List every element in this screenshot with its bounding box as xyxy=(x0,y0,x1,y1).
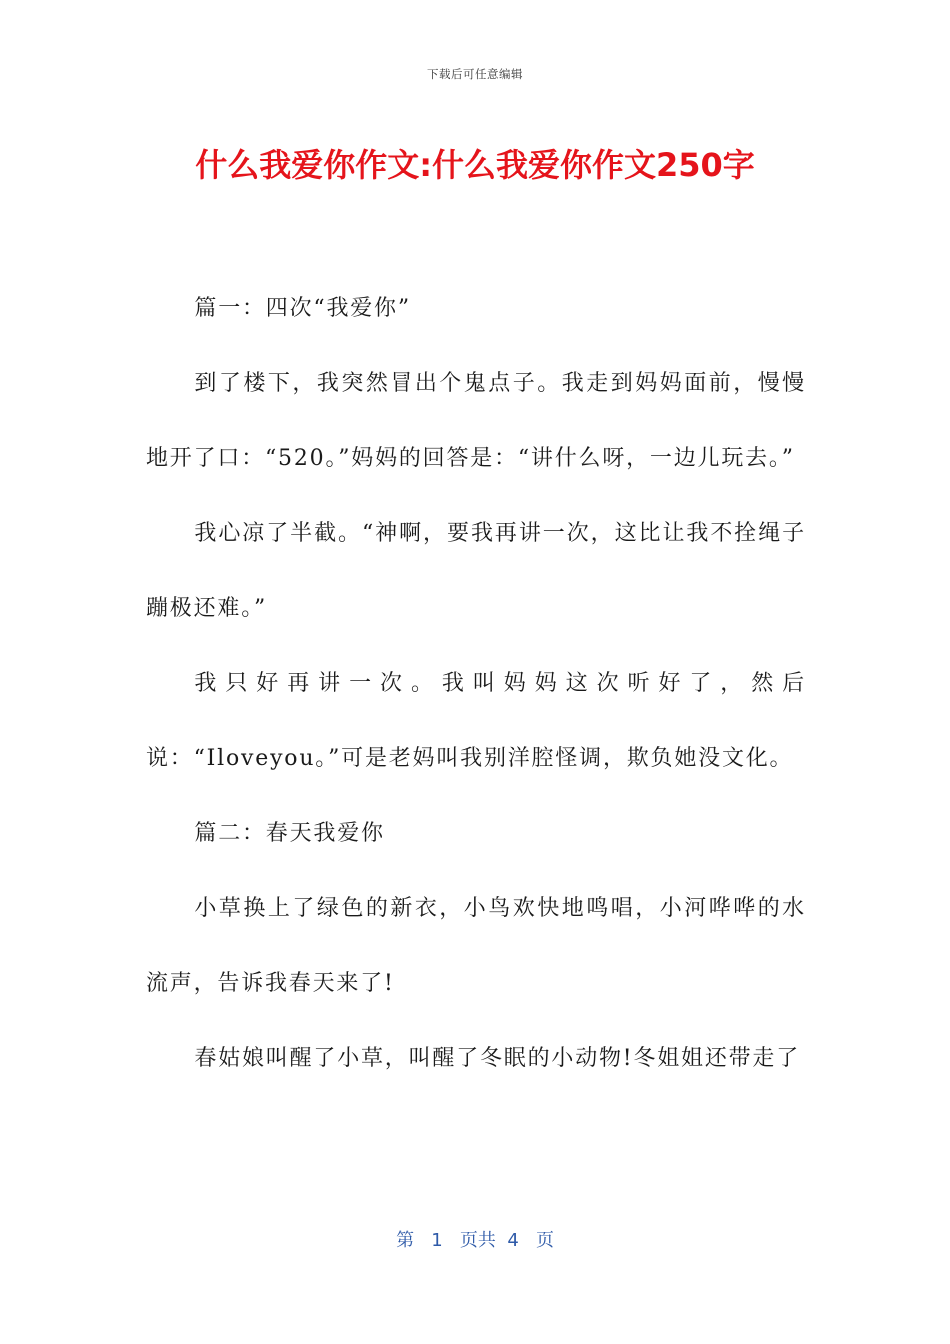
footer-suffix: 页 xyxy=(535,1230,554,1251)
paragraph-5: 篇二：春天我爱你 xyxy=(194,821,385,846)
article-body xyxy=(146,271,806,1096)
footer-mid: 页共 xyxy=(459,1230,496,1251)
paragraph-6: 小草换上了绿色的新衣，小鸟欢快地鸣唱，小河哗哗的水流声，告诉我春天来了! xyxy=(146,896,806,996)
footer-prefix: 第 xyxy=(396,1230,415,1251)
paragraph-2: 到了楼下，我突然冒出个鬼点子。我走到妈妈面前，慢慢地开了口：“520。”妈妈的回答是：“讲什么呀，一边儿玩去。” xyxy=(146,371,806,471)
page-footer xyxy=(0,1226,950,1252)
header-note: 下载后可任意编辑 xyxy=(427,67,523,81)
paragraph-7: 春姑娘叫醒了小草，叫醒了冬眠的小动物!冬姐姐还带走了 xyxy=(194,1046,801,1071)
paragraph-1: 篇一：四次“我爱你” xyxy=(194,296,411,321)
paragraph-3: 我心凉了半截。“神啊，要我再讲一次，这比让我不拴绳子蹦极还难。” xyxy=(146,521,806,621)
footer-current-page: 1 xyxy=(431,1230,443,1251)
page-title: 什么我爱你作文:什么我爱你作文250字 xyxy=(195,146,755,184)
footer-total-pages: 4 xyxy=(507,1230,519,1251)
paragraph-4: 我只好再讲一次。我叫妈妈这次听好了，然后说：“Iloveyou。”可是老妈叫我别洋腔怪调，欺负她没文化。 xyxy=(146,671,806,771)
